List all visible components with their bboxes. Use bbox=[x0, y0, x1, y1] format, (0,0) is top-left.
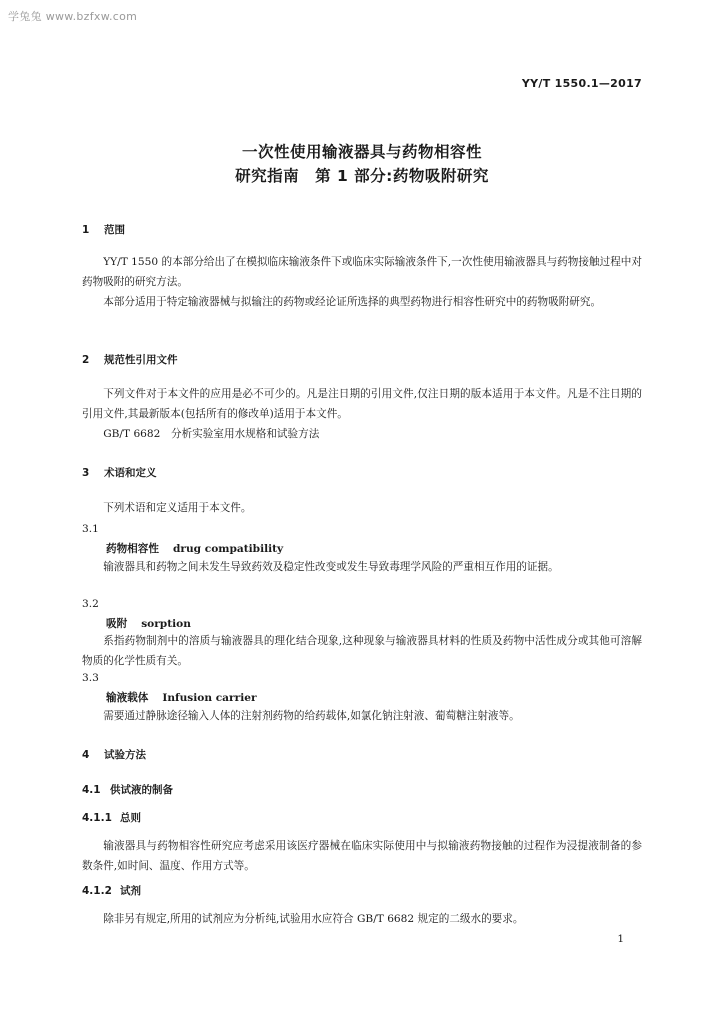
section-4-heading bbox=[82, 747, 146, 762]
section-title: 总则 bbox=[120, 812, 141, 824]
section-1-body bbox=[82, 252, 642, 312]
term-name bbox=[106, 616, 191, 631]
section-title: 规范性引用文件 bbox=[104, 354, 178, 366]
watermark: 学兔兔 www.bzfxw.com bbox=[8, 10, 138, 23]
section-title: 范围 bbox=[104, 224, 125, 236]
section-4-1-1-body bbox=[82, 836, 642, 876]
term-chinese: 吸附 bbox=[106, 618, 128, 630]
paragraph: 除非另有规定,所用的试剂应为分析纯,试验用水应符合 GB/T 6682 规定的二级水的要求。 bbox=[103, 913, 524, 925]
section-number: 1 bbox=[82, 224, 90, 236]
paragraph: 下列术语和定义适用于本文件。 bbox=[103, 502, 252, 514]
standard-code: YY/T 1550.1—2017 bbox=[521, 77, 642, 90]
section-number: 4.1 bbox=[82, 784, 101, 796]
section-title: 试剂 bbox=[120, 885, 141, 897]
term-chinese: 药物相容性 bbox=[106, 543, 159, 555]
section-number: 2 bbox=[82, 354, 90, 366]
section-2-heading bbox=[82, 352, 178, 367]
section-1-heading bbox=[82, 222, 125, 237]
paragraph: 输液器具和药物之间未发生导致药效及稳定性改变或发生导致毒理学风险的严重相互作用的证据。 bbox=[103, 561, 559, 573]
term-english: Infusion carrier bbox=[162, 692, 257, 704]
section-title: 供试液的制备 bbox=[110, 784, 173, 796]
page-number: 1 bbox=[617, 933, 624, 945]
term-definition bbox=[82, 557, 642, 577]
section-4-1-heading bbox=[82, 782, 173, 797]
section-number: 4 bbox=[82, 749, 90, 761]
term-name bbox=[106, 541, 283, 556]
term-number: 3.2 bbox=[82, 598, 99, 610]
paragraph: 需要通过静脉途径输入人体的注射剂药物的给药载体,如氯化钠注射液、葡萄糖注射液等。 bbox=[103, 710, 520, 722]
term-number: 3.3 bbox=[82, 672, 99, 684]
term-english: drug compatibility bbox=[172, 543, 284, 555]
document-title-line-1: 一次性使用输液器具与药物相容性 bbox=[241, 143, 482, 161]
term-definition bbox=[82, 631, 642, 671]
paragraph: 本部分适用于特定输液器械与拟输注的药物或经论证所选择的典型药物进行相容性研究中的药物吸附研究。 bbox=[103, 296, 602, 308]
paragraph: 系指药物制剂中的溶质与输液器具的理化结合现象,这种现象与输液器具材料的性质及药物中活性成分或其他可溶解物质的化学性质有关。 bbox=[82, 635, 642, 667]
paragraph: 输液器具与药物相容性研究应考虑采用该医疗器械在临床实际使用中与拟输液药物接触的过程作为浸提液制备的参数条件,如时间、温度、作用方式等。 bbox=[82, 840, 642, 872]
document-title-line-2: 研究指南 第 1 部分:药物吸附研究 bbox=[235, 167, 489, 185]
section-number: 4.1.1 bbox=[82, 812, 112, 824]
term-name bbox=[106, 690, 257, 705]
paragraph: YY/T 1550 的本部分给出了在模拟临床输液条件下或临床实际输液条件下,一次性使用输液器具与药物接触过程中对药物吸附的研究方法。 bbox=[82, 256, 642, 288]
section-number: 3 bbox=[82, 467, 90, 479]
term-definition bbox=[82, 706, 642, 726]
section-4-1-2-body bbox=[82, 909, 642, 929]
section-3-heading bbox=[82, 465, 157, 480]
paragraph: 下列文件对于本文件的应用是必不可少的。凡是注日期的引用文件,仅注日期的版本适用于本文件。凡是不注日期的引用文件,其最新版本(包括所有的修改单)适用于本文件。 bbox=[82, 388, 642, 420]
section-title: 试验方法 bbox=[104, 749, 146, 761]
section-title: 术语和定义 bbox=[104, 467, 157, 479]
section-4-1-1-heading bbox=[82, 810, 141, 825]
section-2-body bbox=[82, 384, 642, 444]
section-3-intro bbox=[82, 498, 642, 518]
section-number: 4.1.2 bbox=[82, 885, 112, 897]
term-chinese: 输液载体 bbox=[106, 692, 149, 704]
term-english: sorption bbox=[141, 618, 191, 630]
normative-reference: GB/T 6682 分析实验室用水规格和试验方法 bbox=[103, 428, 320, 440]
term-number: 3.1 bbox=[82, 523, 99, 535]
section-4-1-2-heading bbox=[82, 883, 141, 898]
